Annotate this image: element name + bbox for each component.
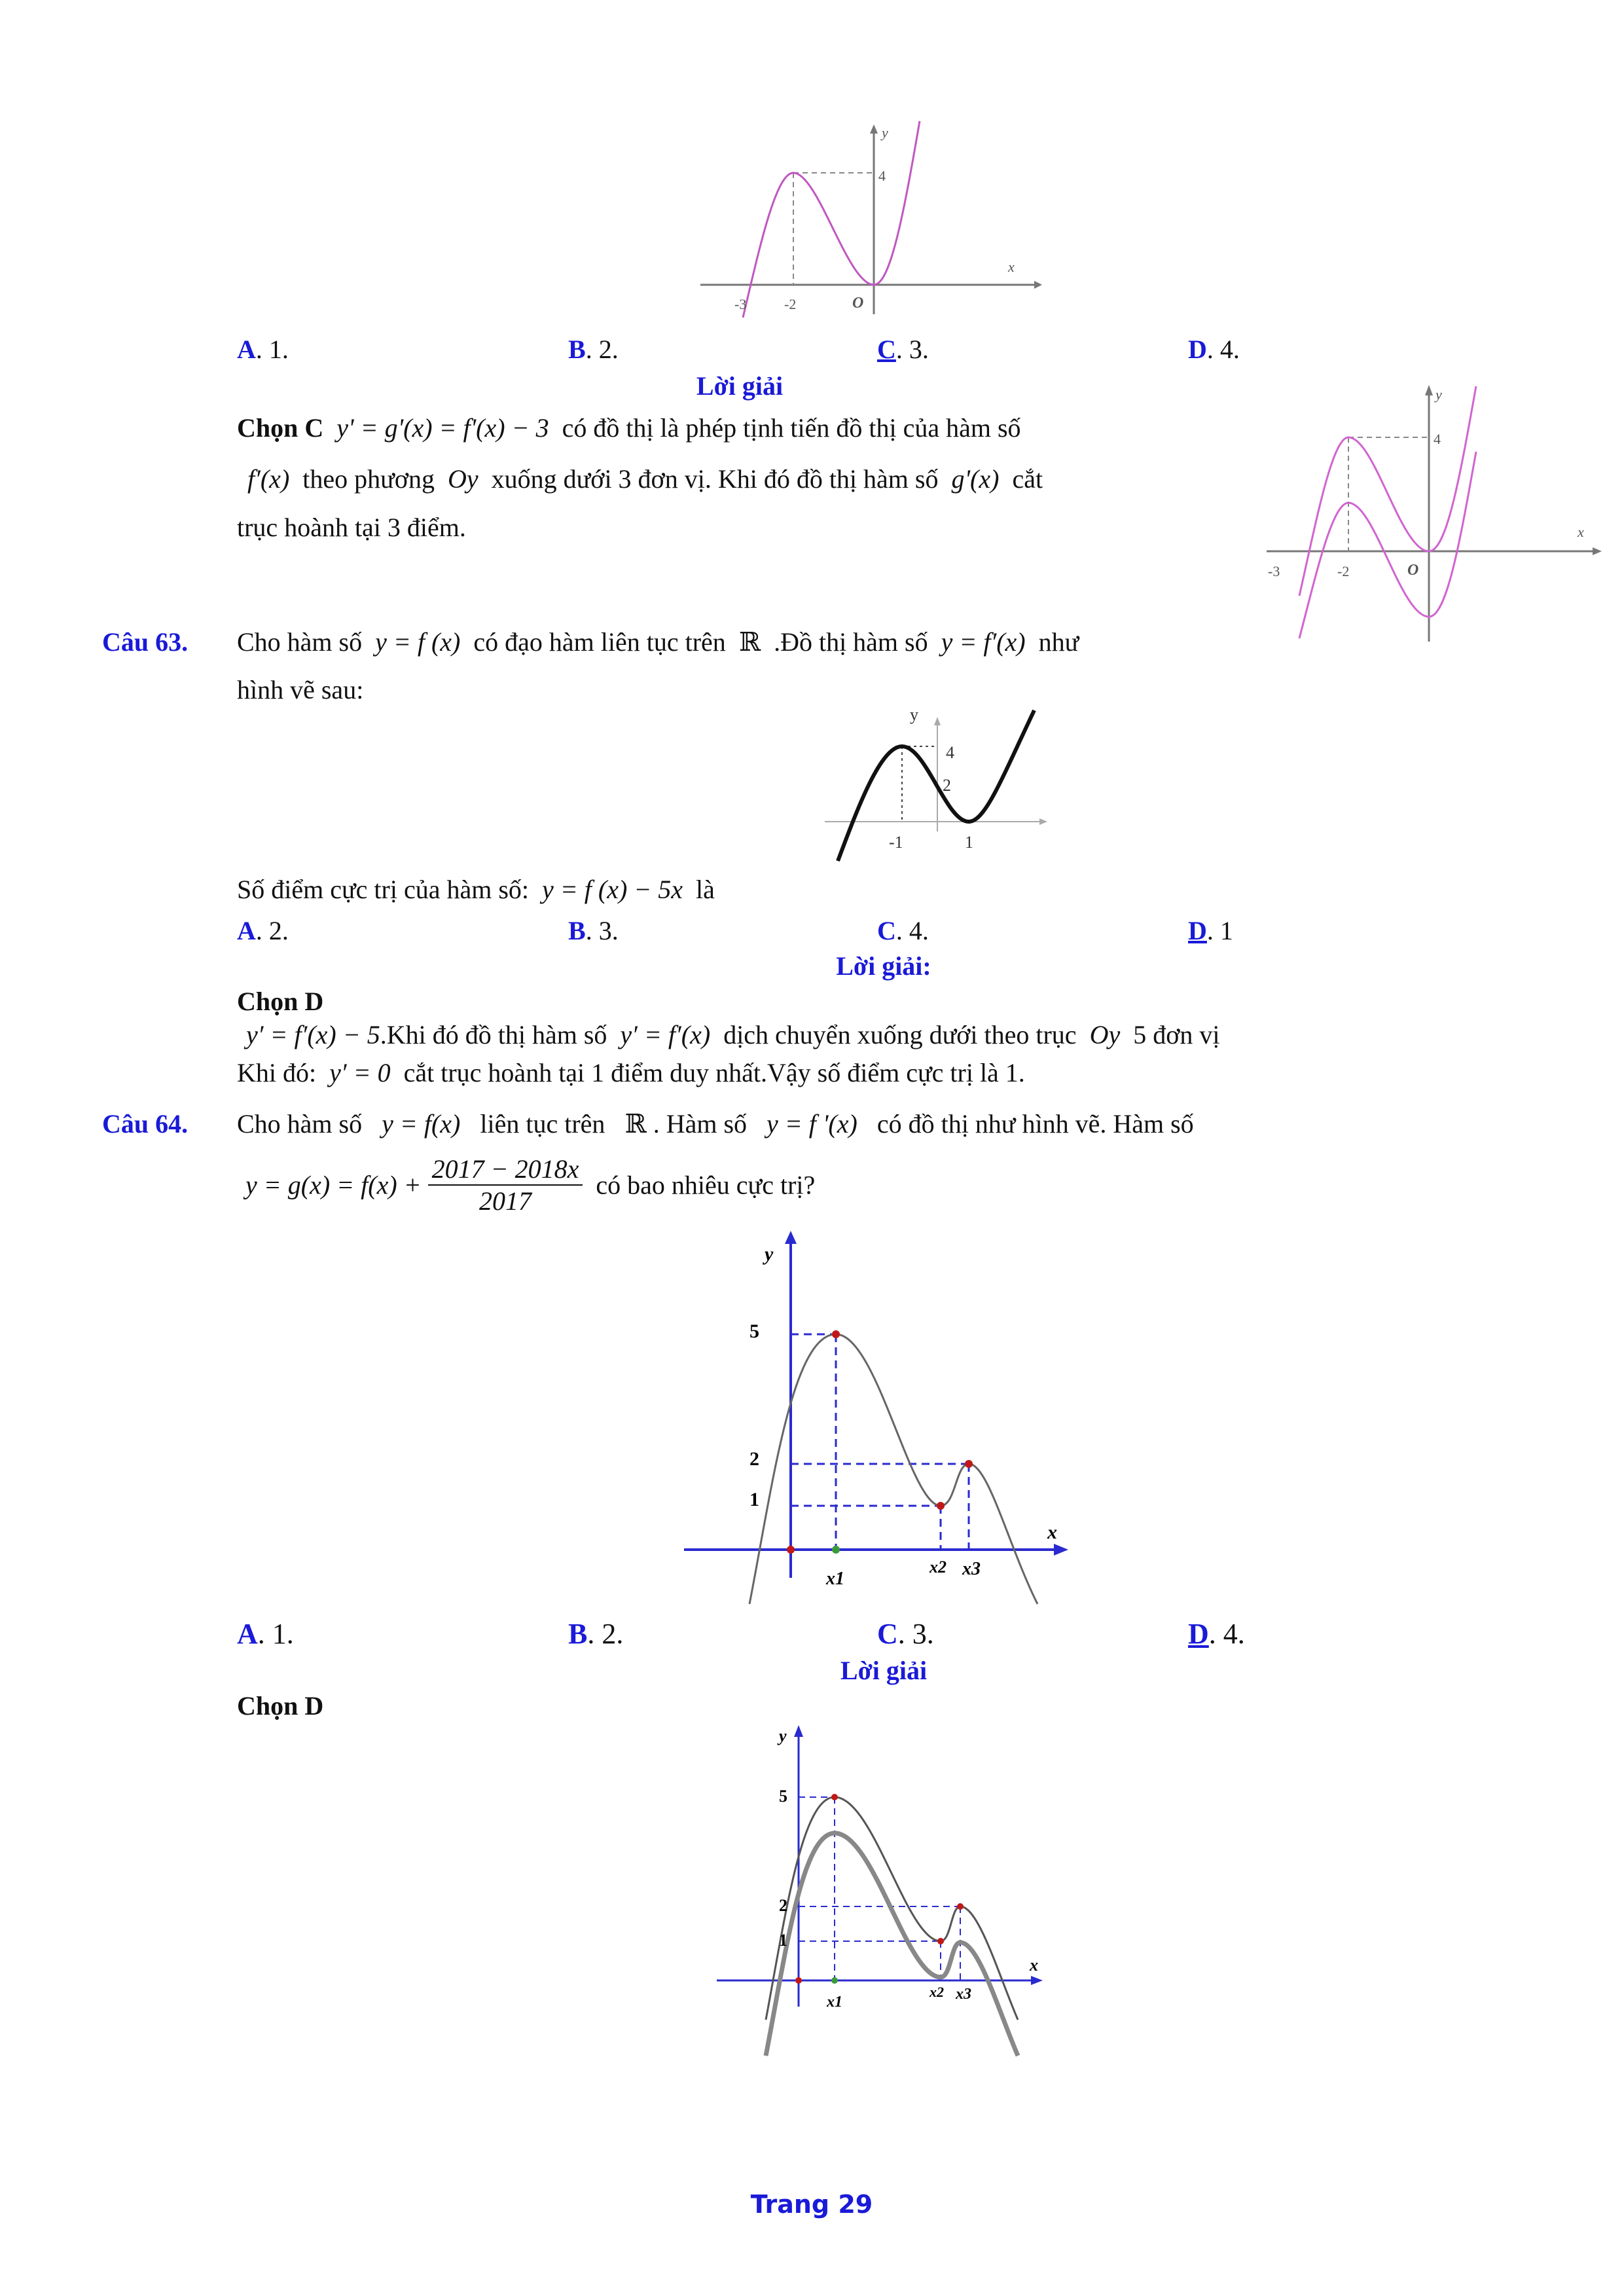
- q63-option-b[interactable]: B. 3.: [568, 916, 619, 945]
- q64-solution-title: Lời giải: [840, 1656, 928, 1685]
- point-min: [937, 1502, 945, 1510]
- label-4: 4: [946, 743, 954, 762]
- label-x2: x2: [929, 1984, 944, 2000]
- x-axis-arrow: [1593, 547, 1602, 555]
- q63-option-a[interactable]: A. 2.: [237, 916, 289, 945]
- label-x3: x3: [956, 1986, 971, 2003]
- point-max: [832, 1330, 840, 1338]
- q63-solution-line2: Khi đó: y′ = 0 cắt trục hoành tại 1 điểm duy nhất.Vậy số điểm cực trị là 1.: [237, 1058, 1025, 1087]
- q62-choose: Chọn C: [237, 413, 324, 443]
- label-y: y: [765, 1243, 774, 1265]
- point-max2: [965, 1460, 973, 1468]
- point-x1: [832, 1546, 840, 1554]
- label-2: 2: [943, 776, 951, 795]
- q62-graph-fprime: [694, 118, 1047, 321]
- label-2: 2: [749, 1448, 759, 1470]
- fprime-curve: [1299, 386, 1476, 596]
- q63-number: Câu 63.: [102, 627, 189, 657]
- q62-solution-title: Lời giải: [696, 371, 784, 401]
- q64-option-b[interactable]: B. 2.: [568, 1618, 624, 1650]
- label-1: 1: [779, 1931, 787, 1950]
- point-origin: [795, 1977, 802, 1984]
- q63-stem-line2: hình vẽ sau:: [237, 675, 364, 704]
- point-x1: [831, 1977, 838, 1984]
- label-1: 1: [965, 833, 973, 852]
- q63-solution-title: Lời giải:: [836, 951, 931, 981]
- q63-choose: Chọn D: [237, 987, 324, 1016]
- fprime-curve: [743, 121, 920, 318]
- label-x: x: [1008, 259, 1015, 275]
- q64-fraction: $\frac{2017 - 2018x}{2017}$: [428, 1154, 583, 1216]
- y-axis-arrow: [794, 1725, 803, 1737]
- q63-option-d[interactable]: D. 1: [1188, 916, 1233, 945]
- y-axis-arrow: [785, 1231, 797, 1244]
- label-o: O: [1407, 562, 1419, 579]
- label-o: O: [852, 295, 864, 312]
- q64-choose: Chọn D: [237, 1691, 324, 1721]
- point-min: [937, 1938, 944, 1944]
- q62-option-a[interactable]: A. 1.: [237, 335, 289, 364]
- label-x3: x3: [962, 1559, 981, 1579]
- q63-option-c[interactable]: C. 4.: [877, 916, 929, 945]
- q64-stem-line1: Cho hàm số y = f(x) liên tục trên ℝ . Hàm số y = f '(x) có đồ thị như hình vẽ. Hàm số: [237, 1109, 1194, 1139]
- label-4: 4: [1434, 431, 1441, 447]
- label-x: x: [1047, 1522, 1057, 1543]
- point-origin: [787, 1546, 795, 1554]
- q62-graph-shifted: [1260, 380, 1607, 642]
- q62-text1: có đồ thị là phép tịnh tiến đồ thị của hàm số: [562, 413, 1021, 443]
- y-axis-arrow: [1425, 385, 1433, 395]
- label-x: x: [1030, 1956, 1038, 1975]
- point-max: [831, 1794, 838, 1800]
- q63-graph: [818, 701, 1054, 877]
- label-1: 1: [749, 1489, 759, 1510]
- label-x1: x1: [827, 1994, 842, 2011]
- label-m2: -2: [1337, 563, 1350, 579]
- q64-solution-graph: [710, 1712, 1051, 2066]
- label-m3: -3: [734, 296, 747, 312]
- label-2: 2: [779, 1896, 787, 1915]
- x-axis-arrow: [1031, 1976, 1043, 1985]
- q62-solution-line1: [237, 412, 1021, 443]
- label-5: 5: [779, 1787, 787, 1806]
- point-max2: [957, 1903, 964, 1910]
- label-5: 5: [749, 1321, 759, 1342]
- q64-number: Câu 64.: [102, 1109, 189, 1139]
- label-m1: -1: [889, 833, 903, 852]
- q62-solution-line2: f′(x) theo phương Oy xuống dưới 3 đơn vị. Khi đó đồ thị hàm số g'(x) cắt: [247, 464, 1043, 494]
- label-x2: x2: [929, 1558, 947, 1576]
- fprime-curve: [838, 710, 1034, 861]
- q64-option-a[interactable]: A. 1.: [237, 1618, 294, 1650]
- q64-stem-line2: y = g(x) = f(x) + $\frac{2017 - 2018x}{2017}$ có bao nhiêu cực trị?: [245, 1154, 816, 1216]
- q62-solution-line3: trục hoành tại 3 điểm.: [237, 513, 466, 542]
- label-m2: -2: [784, 296, 797, 312]
- x-axis-arrow: [1034, 281, 1042, 289]
- page-footer: Trang 29: [750, 2190, 873, 2219]
- label-x1: x1: [826, 1569, 844, 1589]
- q62-option-b[interactable]: B. 2.: [568, 335, 619, 364]
- label-y: y: [882, 124, 888, 141]
- y-axis-arrow: [870, 124, 878, 134]
- q64-option-d[interactable]: D. 4.: [1188, 1618, 1245, 1650]
- x-axis-arrow: [1039, 818, 1047, 825]
- q64-graph: [681, 1231, 1074, 1611]
- label-4: 4: [878, 168, 886, 184]
- q63-question: Số điểm cực trị của hàm số: y = f (x) − 5x là: [237, 875, 715, 904]
- x-axis-arrow: [1054, 1544, 1068, 1556]
- label-y: y: [910, 705, 918, 724]
- gprime-curve: [766, 1833, 1018, 2056]
- label-y: y: [1435, 386, 1442, 403]
- q64-option-c[interactable]: C. 3.: [877, 1618, 934, 1650]
- q62-eq: y' = g'(x) = f'(x) − 3: [336, 413, 549, 443]
- q62-option-c[interactable]: C. 3.: [877, 335, 929, 364]
- fprime-curve: [749, 1334, 1038, 1604]
- q62-option-d[interactable]: D. 4.: [1188, 335, 1240, 364]
- label-m3: -3: [1268, 563, 1280, 579]
- y-axis-arrow: [934, 717, 941, 725]
- q63-solution-line1: y′ = f′(x) − 5.Khi đó đồ thị hàm số y′ = f′(x) dịch chuyển xuống dưới theo trục Oy 5 đơn vị: [246, 1020, 1220, 1049]
- label-y: y: [779, 1726, 787, 1745]
- q63-stem-line1: Cho hàm số y = f (x) có đạo hàm liên tục trên ℝ .Đồ thị hàm số y = f′(x) như: [237, 627, 1079, 657]
- label-x: x: [1578, 524, 1584, 540]
